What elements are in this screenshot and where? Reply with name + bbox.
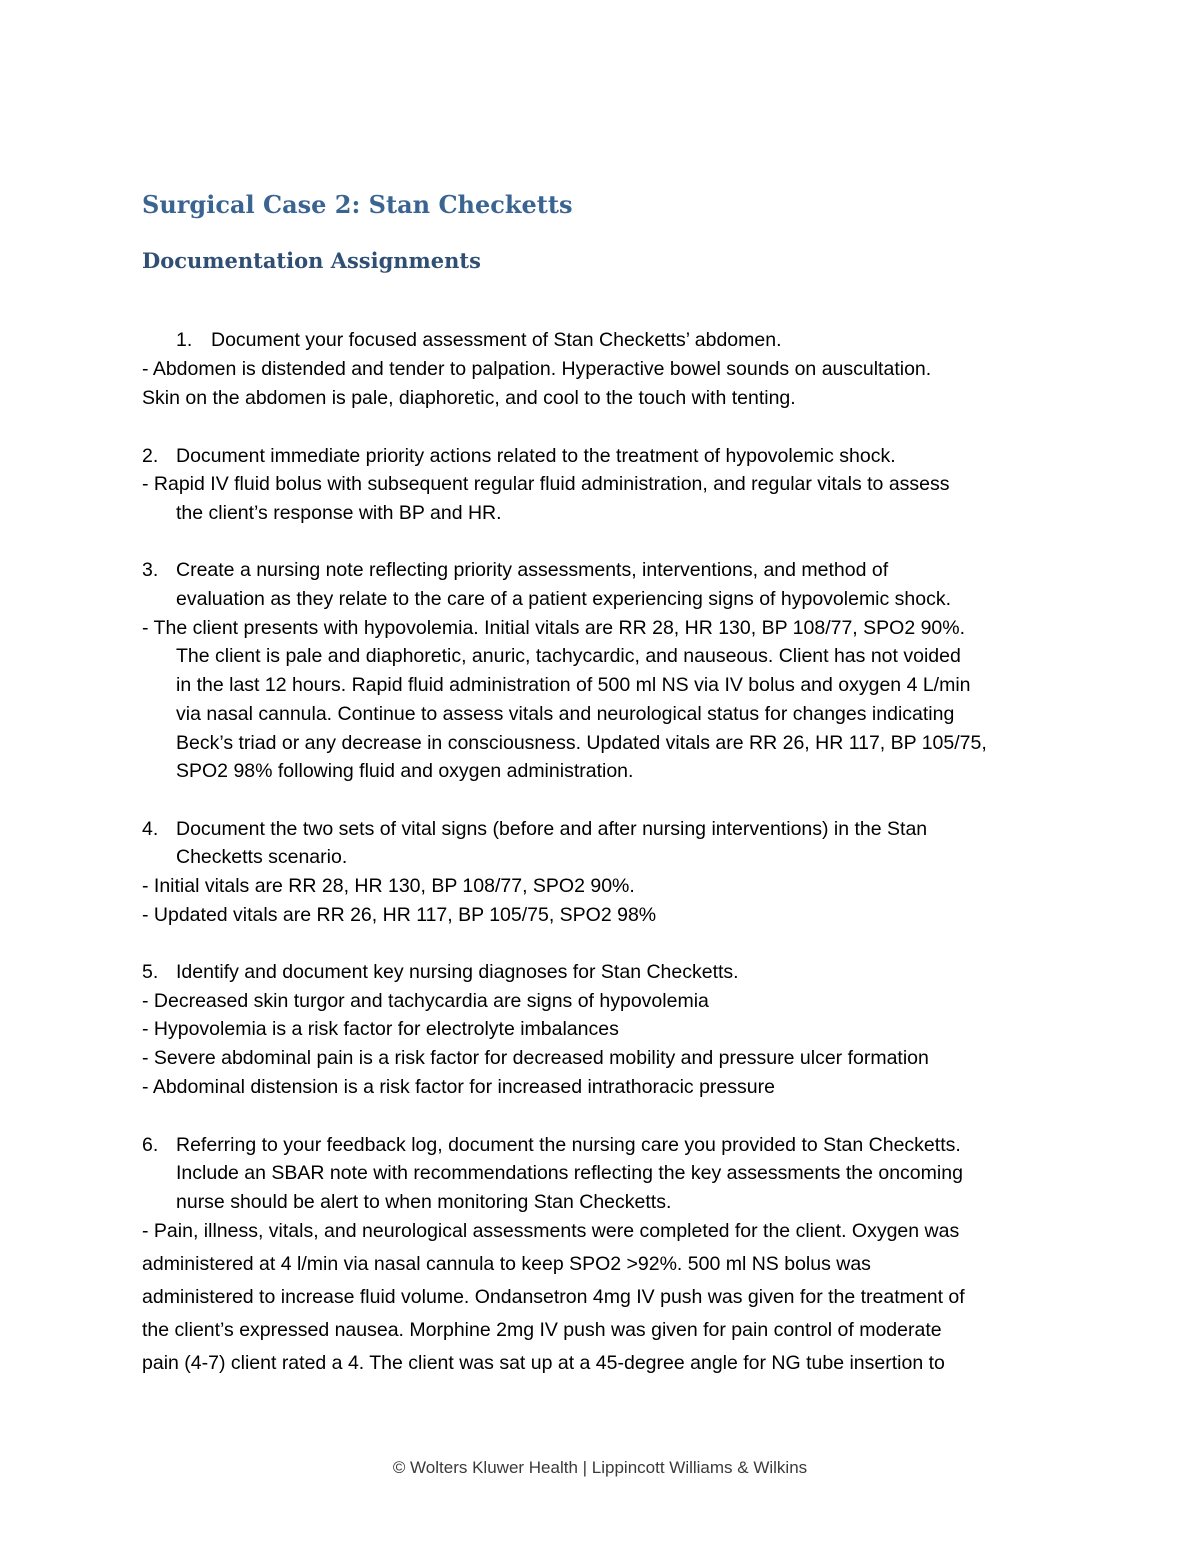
- item-number: 1.: [176, 329, 193, 351]
- question-line: Referring to your feedback log, document the nursing care you provided to Stan Checketts.: [176, 1134, 961, 1156]
- answer-line: via nasal cannula. Continue to assess vitals and neurological status for changes indicating: [176, 703, 955, 725]
- answer-line: the client’s response with BP and HR.: [176, 502, 502, 524]
- answer-line: - Decreased skin turgor and tachycardia are signs of hypovolemia: [142, 990, 709, 1012]
- answer-line: the client’s expressed nausea. Morphine 2mg IV push was given for pain control of moderate: [142, 1319, 942, 1341]
- answer-line: pain (4-7) client rated a 4. The client was sat up at a 45-degree angle for NG tube insertion to: [142, 1352, 945, 1374]
- question-line: Document your focused assessment of Stan Checketts’ abdomen.: [211, 329, 782, 351]
- answer-line: - Rapid IV fluid bolus with subsequent regular fluid administration, and regular vitals to assess: [142, 473, 950, 495]
- answer-line: administered at 4 l/min via nasal cannula to keep SPO2 >92%. 500 ml NS bolus was: [142, 1253, 871, 1275]
- section-heading: Documentation Assignments: [142, 248, 481, 273]
- answer-line: - Abdomen is distended and tender to palpation. Hyperactive bowel sounds on auscultation.: [142, 358, 932, 380]
- question-line: nurse should be alert to when monitoring Stan Checketts.: [176, 1191, 672, 1213]
- item-number: 3.: [142, 559, 159, 581]
- question-line: Create a nursing note reflecting priority assessments, interventions, and method of: [176, 559, 889, 581]
- answer-line: Beck’s triad or any decrease in consciousness. Updated vitals are RR 26, HR 117, BP 105/75,: [176, 732, 987, 754]
- question-line: Checketts scenario.: [176, 846, 348, 868]
- item-number: 6.: [142, 1134, 159, 1156]
- case-title: Surgical Case 2: Stan Checketts: [142, 190, 573, 219]
- answer-line: in the last 12 hours. Rapid fluid administration of 500 ml NS via IV bolus and oxygen 4 L/min: [176, 674, 971, 696]
- question-line: Identify and document key nursing diagnoses for Stan Checketts.: [176, 961, 739, 983]
- item-number: 2.: [142, 445, 159, 467]
- answer-line: - Severe abdominal pain is a risk factor for decreased mobility and pressure ulcer formation: [142, 1047, 929, 1069]
- page-footer: © Wolters Kluwer Health | Lippincott Williams & Wilkins: [392, 1458, 808, 1477]
- item-number: 5.: [142, 961, 159, 983]
- answer-line: - Updated vitals are RR 26, HR 117, BP 105/75, SPO2 98%: [142, 904, 657, 926]
- question-line: Document immediate priority actions related to the treatment of hypovolemic shock.: [176, 445, 896, 467]
- answer-line: - Abdominal distension is a risk factor for increased intrathoracic pressure: [142, 1076, 775, 1098]
- answer-line: The client is pale and diaphoretic, anuric, tachycardic, and nauseous. Client has not voided: [176, 645, 961, 667]
- question-line: evaluation as they relate to the care of a patient experiencing signs of hypovolemic shock.: [176, 588, 952, 610]
- question-line: Document the two sets of vital signs (before and after nursing interventions) in the Stan: [176, 818, 928, 840]
- item-number: 4.: [142, 818, 159, 840]
- answer-line: SPO2 98% following fluid and oxygen administration.: [176, 760, 634, 782]
- answer-line: - Initial vitals are RR 28, HR 130, BP 108/77, SPO2 90%.: [142, 875, 635, 897]
- answer-line: - Hypovolemia is a risk factor for electrolyte imbalances: [142, 1018, 619, 1040]
- question-line: Include an SBAR note with recommendations reflecting the key assessments the oncoming: [176, 1162, 963, 1184]
- answer-line: - The client presents with hypovolemia. Initial vitals are RR 28, HR 130, BP 108/77, SPO2 90%.: [142, 617, 966, 639]
- answer-line: administered to increase fluid volume. Ondansetron 4mg IV push was given for the treatment of: [142, 1286, 965, 1308]
- answer-line: Skin on the abdomen is pale, diaphoretic, and cool to the touch with tenting.: [142, 387, 796, 409]
- answer-line: - Pain, illness, vitals, and neurological assessments were completed for the client. Oxygen was: [142, 1220, 960, 1242]
